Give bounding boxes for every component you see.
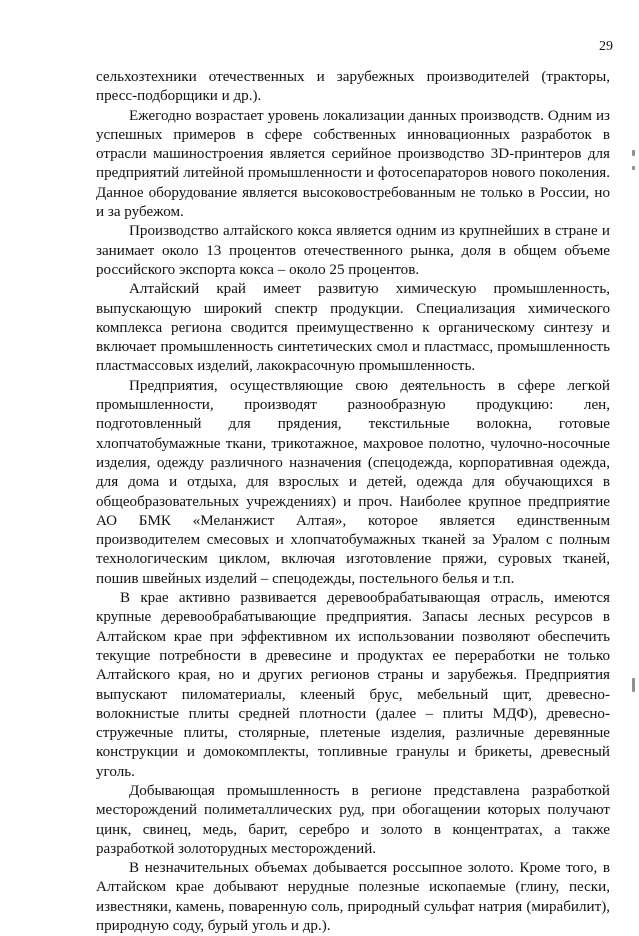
page-number: 29 xyxy=(599,39,613,54)
paragraph-light-industry: Предприятия, осуществляющие свою деятельность в сфере легкой промышленности, производят разнообразную продукцию: лен, подготовленный для прядения, текстильные волокна, готовые хлопчатобумажные ткани, трикотажное, махровое полотно, чулочно-носочные изделия, одежду различного назначения (спецодежда, корпоративная одежда, для дома и отдыха, для взрослых и детей, одежда для обучающихся в общеобразовательных учреждениях) и проч. Наиболее крупное предприятие АО БМК «Меланжист Алтая», которое является единственным производителем смесовых и хлопчатобумажных тканей за Уралом с полным технологическим циклом, включая изготовление пряжи, суровых тканей, пошив швейных изделий – спецодежды, постельного белья и т.п. xyxy=(96,377,610,587)
scan-edge-mark xyxy=(632,678,635,692)
paragraph-mining: Добывающая промышленность в регионе представлена разработкой месторождений полиметаллических руд, при обогащении которых получают цинк, свинец, медь, барит, серебро и золото в концентратах, а также разработкой золоторудных месторождений. xyxy=(96,782,610,857)
scan-edge-mark xyxy=(632,150,635,156)
scan-edge-mark xyxy=(632,166,635,170)
paragraph-woodworking: В крае активно развивается деревообрабатывающая отрасль, имеются крупные деревообрабатывающие предприятия. Запасы лесных ресурсов в Алтайском крае при эффективном их использовании позволяют обеспечить текущие потребности в древесине и продуктах ее переработки не только Алтайского края, но и других регионов страны и зарубежья. Предприятия выпускают пиломатериалы, клееный брус, мебельный щит, древесно-волокнистые плиты средней плотности (далее – плиты МДФ), древесно-стружечные плиты, столярные, плетеные изделия, различные деревянные конструкции и домокомплекты, топливные гранулы и брикеты, древесный уголь. xyxy=(96,590,610,780)
paragraph-chemical: Алтайский край имеет развитую химическую промышленность, выпускающую широкий спектр продукции. Специализация химического комплекса региона сводится преимущественно к органическому синтезу и включает промышленность синтетических смол и пластмасс, промышленность пластмассовых изделий, лакокрасочную промышленность. xyxy=(96,281,610,375)
paragraph-gold: В незначительных объемах добывается россыпное золото. Кроме того, в Алтайском крае добывают нерудные полезные ископаемые (глину, пески, известняки, камень, поваренную соль, природный сульфат натрия (мирабилит), природную соду, бурый уголь и др.). xyxy=(96,860,610,935)
paragraph-localization: Ежегодно возрастает уровень локализации данных производств. Одним из успешных примеров в сфере собственных инновационных разработок в отрасли машиностроения является серийное производство 3D-принтеров для предприятий литейной промышленности и фотосепараторов нового поколения. Данное оборудование является высоковостребованным не только в России, но и за рубежом. xyxy=(96,107,610,221)
paragraph-coke: Производство алтайского кокса является одним из крупнейших в стране и занимает около 13 процентов отечественного рынка, доля в общем объеме российского экспорта кокса – около 25 процентов. xyxy=(96,223,610,278)
paragraph-continuation: сельхозтехники отечественных и зарубежных производителей (тракторы, пресс-подборщики и др.). xyxy=(96,69,610,105)
body-text xyxy=(96,68,610,936)
